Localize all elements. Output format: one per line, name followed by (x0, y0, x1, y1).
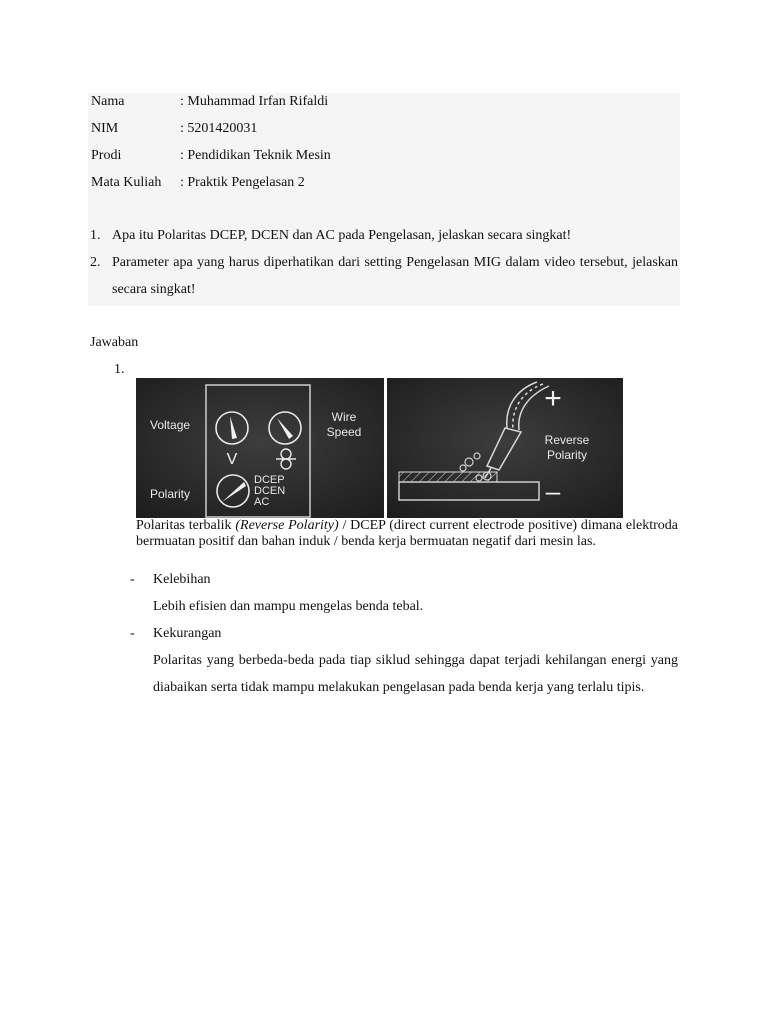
pros-text: Lebih efisien dan mampu mengelas benda tebal. (153, 599, 424, 614)
welding-panel-illustration (136, 378, 384, 518)
caption-text: / DCEP (direct current electrode positive) dimana elektroda bermuatan positif dan bahan induk / benda kerja bermuatan negatif dari mesin las. (136, 518, 678, 549)
info-label: NIM (91, 121, 119, 136)
cons-bullet: - (130, 626, 135, 641)
question-number: 1. (90, 228, 101, 243)
info-label: Prodi (91, 148, 122, 163)
info-label: Mata Kuliah (91, 175, 162, 190)
cons-title: Kekurangan (153, 626, 222, 641)
caption-emphasis: (Reverse Polarity) (235, 518, 339, 533)
wire-speed-label-2: Speed (326, 425, 362, 439)
reverse-polarity-label-1: Reverse (544, 433, 590, 447)
info-value: : 5201420031 (180, 121, 258, 136)
question-number: 2. (90, 255, 101, 270)
answer-item-number: 1. (114, 362, 125, 377)
cons-text: Polaritas yang berbeda-beda pada tiap siklud sehingga dapat terjadi kehilangan energi yang diabaikan serta tidak mampu melakukan pengelasan pada benda kerja yang terlalu tipis. (153, 653, 678, 695)
reverse-polarity-illustration (387, 378, 623, 518)
info-value: : Praktik Pengelasan 2 (180, 175, 305, 190)
wire-speed-label-1: Wire (331, 410, 357, 424)
volt-symbol: V (226, 451, 238, 468)
image-caption (136, 518, 678, 550)
info-value: : Pendidikan Teknik Mesin (180, 148, 331, 163)
pros-title: Kelebihan (153, 572, 211, 587)
welding-panel-image (136, 378, 384, 518)
polarity-option-dcen: DCEN (254, 485, 286, 497)
reverse-polarity-label-2: Polarity (546, 448, 588, 462)
positive-sign: + (544, 382, 562, 415)
reverse-polarity-image (387, 378, 623, 518)
question-text: Parameter apa yang harus diperhatikan dari setting Pengelasan MIG dalam video tersebut, jelaskan secara singkat! (112, 255, 678, 297)
pros-bullet: - (130, 572, 135, 587)
caption-text: Polaritas terbalik (136, 518, 236, 533)
info-label: Nama (91, 94, 125, 109)
info-value: : Muhammad Irfan Rifaldi (180, 94, 329, 109)
negative-sign: – (545, 476, 561, 506)
polarity-option-ac: AC (254, 496, 270, 508)
polarity-label: Polarity (150, 487, 191, 501)
voltage-label: Voltage (150, 418, 191, 432)
answer-heading: Jawaban (90, 335, 139, 350)
question-text: Apa itu Polaritas DCEP, DCEN dan AC pada Pengelasan, jelaskan secara singkat! (112, 228, 572, 243)
polarity-option-dcep: DCEP (254, 474, 285, 486)
